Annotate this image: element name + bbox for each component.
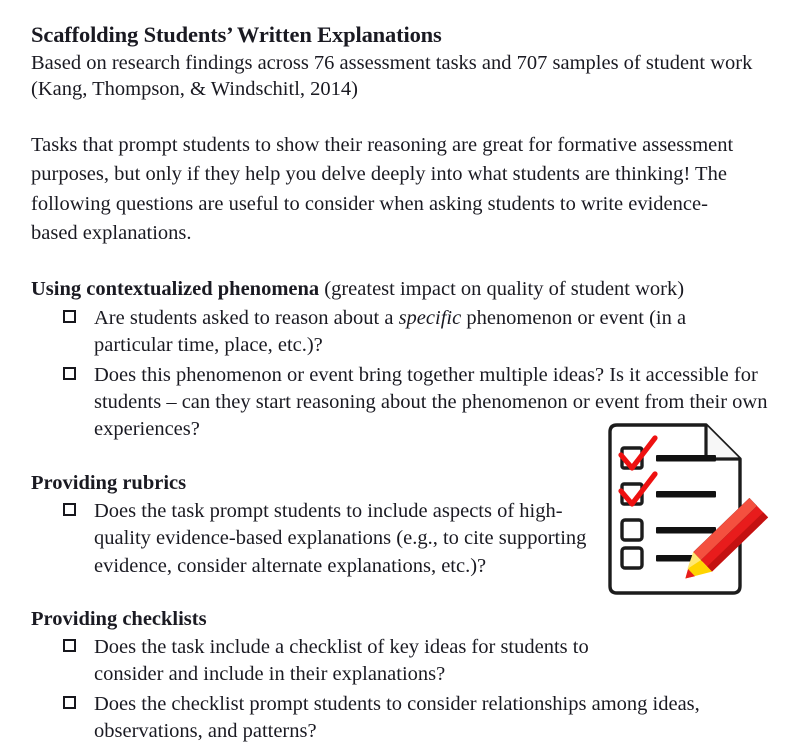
section-heading-bold: Using contextualized phenomena [31,277,320,300]
list-item [31,498,608,579]
page-title: Scaffolding Students’ Written Explanations [31,22,442,47]
checklist-with-pencil-illustration [598,418,794,600]
list-item-text-part1: Are students asked to reason about a [94,306,399,329]
list-item [31,305,769,359]
list-item [31,691,769,745]
checklist [31,634,769,745]
section-heading [31,606,769,633]
list-item-text: Does the task prompt students to include aspects of high-quality evidence-based explanations (e.g., to cite supporting evidence, consider alternate explanations, etc.)? [94,500,587,577]
list-item-text: Does the task include a checklist of key ideas for students to consider and include in their explanations? [94,636,589,686]
section-heading-bold: Providing rubrics [31,471,187,494]
list-item-text-part2: phenomenon or event (in a particular time, place, etc.)? [94,306,687,356]
checkbox-icon[interactable] [63,367,76,380]
list-item-text: Does the checklist prompt students to consider relationships among ideas, observations, and patterns? [94,693,700,743]
list-item [31,634,594,688]
list-item-text: Does this phenomenon or event bring together multiple ideas? Is it accessible for students – can they start reasoning about the phenomenon or event from their own experiences? [94,363,768,440]
checkbox-icon[interactable] [63,310,76,323]
list-item-emphasis: specific [398,306,462,329]
section-heading [31,276,769,303]
page-subtitle: Based on research findings across 76 assessment tasks and 707 samples of student work (Kang, Thompson, & Windschitl, 2014) [31,51,753,101]
checkbox-icon[interactable] [63,696,76,709]
checkbox-icon[interactable] [63,639,76,652]
intro-paragraph: Tasks that prompt students to show their reasoning are great for formative assessment purposes, but only if they help you delve deeply into what students are thinking! The following questions are useful to consider when asking students to write evidence-based explanations. [31,133,734,245]
section-heading-bold: Providing checklists [31,607,207,630]
section-providing-checklists [31,606,769,745]
checkbox-icon[interactable] [63,503,76,516]
document-body [31,22,769,745]
section-heading-note: (greatest impact on quality of student work) [319,277,685,300]
